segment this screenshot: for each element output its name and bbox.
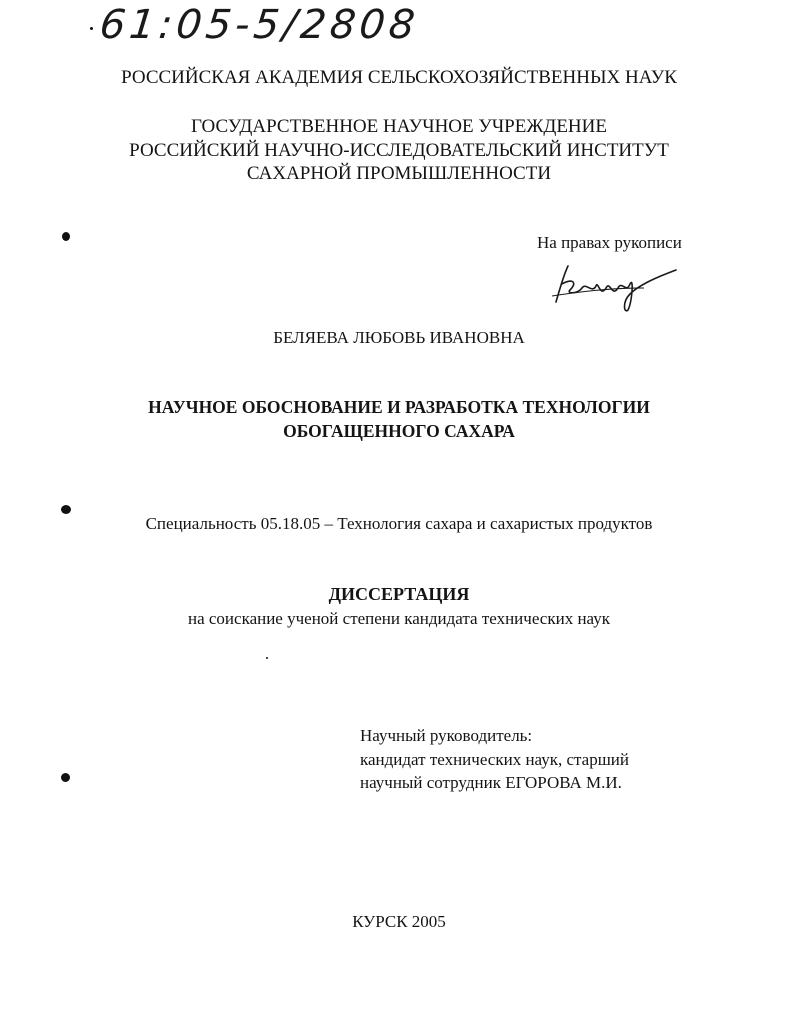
- supervisor-line-1: кандидат технических наук, старший: [360, 750, 629, 769]
- degree-line: на соискание ученой степени кандидата технических наук: [187, 609, 610, 628]
- specialty: Специальность 05.18.05 – Технология сахара и сахаристых продуктов: [145, 514, 653, 533]
- institution-line-3: САХАРНОЙ ПРОМЫШЛЕННОСТИ: [246, 163, 552, 184]
- speck-mark: [90, 27, 93, 30]
- title-line-2: ОБОГАЩЕННОГО САХАРА: [283, 421, 515, 441]
- manuscript-rights: На правах рукописи: [537, 233, 682, 252]
- institution-line-2: РОССИЙСКИЙ НАУЧНО-ИССЛЕДОВАТЕЛЬСКИЙ ИНСТИТУТ: [129, 140, 669, 161]
- binder-hole-mark: [61, 773, 70, 782]
- supervisor-heading: Научный руководитель:: [360, 726, 533, 745]
- document-type: ДИССЕРТАЦИЯ: [328, 584, 470, 604]
- handwritten-archive-code: 61:05-5/2808: [97, 2, 421, 48]
- institution-line-1: ГОСУДАРСТВЕННОЕ НАУЧНОЕ УЧРЕЖДЕНИЕ: [191, 116, 607, 137]
- supervisor-line-2: научный сотрудник ЕГОРОВА М.И.: [360, 773, 622, 792]
- academy-name: РОССИЙСКАЯ АКАДЕМИЯ СЕЛЬСКОХОЗЯЙСТВЕННЫХ НАУК: [121, 67, 677, 88]
- city-year: КУРСК 2005: [352, 912, 446, 931]
- binder-hole-mark: [62, 232, 70, 241]
- speck-mark: [266, 657, 268, 659]
- author-name: БЕЛЯЕВА ЛЮБОВЬ ИВАНОВНА: [273, 328, 525, 347]
- binder-hole-mark: [61, 505, 71, 514]
- author-signature: [548, 258, 683, 313]
- title-line-1: НАУЧНОЕ ОБОСНОВАНИЕ И РАЗРАБОТКА ТЕХНОЛОГИИ: [148, 397, 650, 417]
